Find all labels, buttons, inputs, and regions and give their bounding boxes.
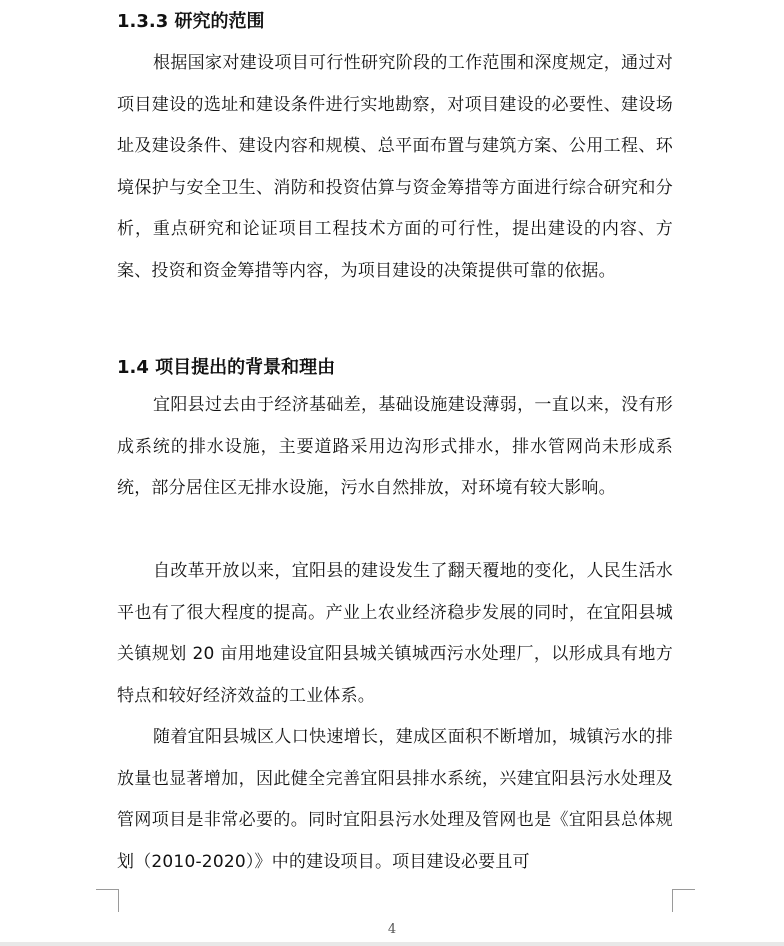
paragraph-background-1: 宜阳县过去由于经济基础差，基础设施建设薄弱，一直以来，没有形成系统的排水设施，主要道路采用边沟形式排水，排水管网尚未形成系统，部分居住区无排水设施，污水自然排放，对环境有较大影响。 xyxy=(117,395,673,498)
crop-mark-left xyxy=(96,889,119,912)
paragraph-background-2: 自改革开放以来，宜阳县的建设发生了翻天覆地的变化，人民生活水平也有了很大程度的提高。产业上农业经济稳步发展的同时，在宜阳县城关镇规划 20 亩用地建设宜阳县城关镇城西污水处理厂，以形成具有地方特点和较好经济效益的工业体系。 xyxy=(117,561,673,706)
paragraph-background-3: 随着宜阳县城区人口快速增长，建成区面积不断增加，城镇污水的排放量也显著增加，因此健全完善宜阳县排水系统，兴建宜阳县污水处理及管网项目是非常必要的。同时宜阳县污水处理及管网也是《宜阳县总体规划（2010-2020）》中的建设项目。项目建设必要且可 xyxy=(117,727,673,872)
section-heading-1-3-3: 1.3.3 研究的范围 xyxy=(117,11,265,32)
paragraph-research-scope: 根据国家对建设项目可行性研究阶段的工作范围和深度规定，通过对项目建设的选址和建设条件进行实地勘察，对项目建设的必要性、建设场址及建设条件、建设内容和规模、总平面布置与建筑方案、公用工程、环境保护与安全卫生、消防和投资估算与资金筹措等方面进行综合研究和分析，重点研究和论证项目工程技术方面的可行性，提出建设的内容、方案、投资和资金筹措等内容，为项目建设的决策提供可靠的依据。 xyxy=(117,53,673,281)
page-number: 4 xyxy=(387,922,397,937)
page-bottom-edge xyxy=(0,942,784,946)
section-heading-1-4: 1.4 项目提出的背景和理由 xyxy=(117,357,336,378)
crop-mark-right xyxy=(672,889,695,912)
